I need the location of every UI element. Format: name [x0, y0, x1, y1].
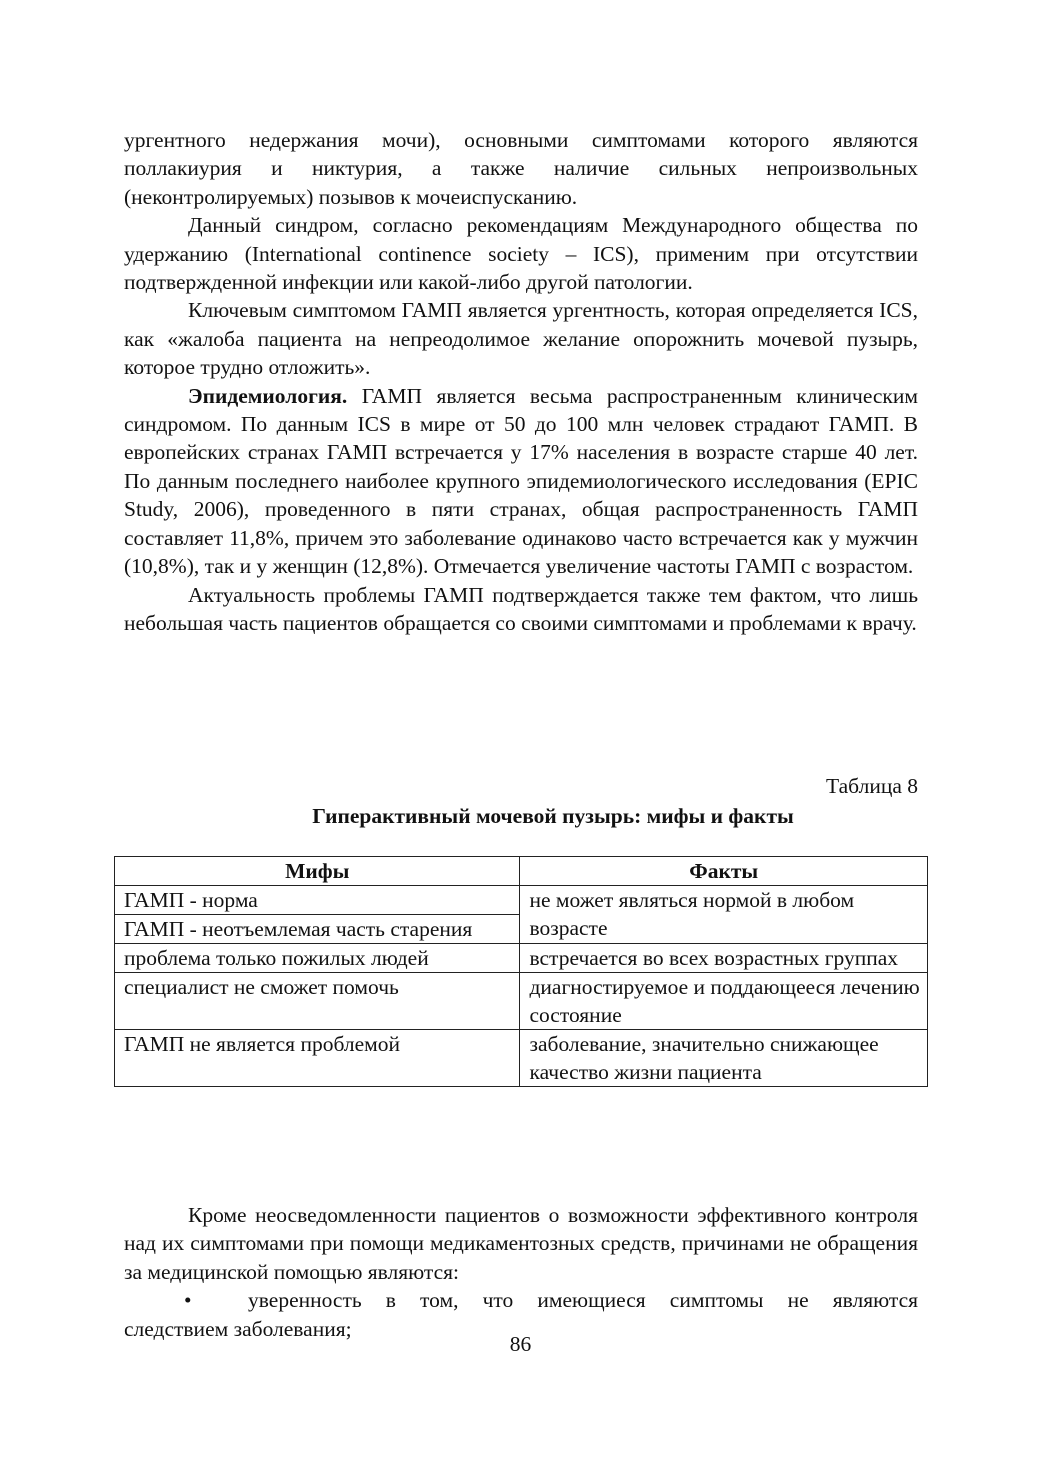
table-row: [115, 1030, 928, 1087]
table-row: [115, 944, 928, 973]
table-header-row: [115, 857, 928, 886]
table-label: Таблица 8: [826, 774, 918, 798]
fact-cell: не может являться нормой в любом возрасте: [520, 886, 928, 944]
myth-cell: специалист не сможет помочь: [115, 973, 520, 1030]
table-row: [115, 886, 928, 915]
fact-cell: диагностируемое и поддающееся лечению состояние: [520, 973, 928, 1030]
myth-cell: ГАМП - норма: [115, 886, 520, 915]
epidemiology-heading: Эпидемиология.: [188, 383, 348, 408]
bullet-continuation: следствием заболевания;: [124, 1316, 352, 1341]
after-table-text: [124, 1201, 918, 1343]
table-title: Гиперактивный мочевой пузырь: мифы и факты: [312, 804, 794, 828]
paragraph-continuation: ургентного недержания мочи), основными симптомами которого являются поллакиурия и никтурия, а также наличие сильных непроизвольных (неконтролируемых) позывов к мочеиспусканию.: [124, 128, 918, 209]
header-myths: Мифы: [115, 857, 520, 886]
paragraph-reasons: Кроме неосведомленности пациентов о возможности эффективного контроля над их симптомами при помощи медикаментозных средств, причинами не обращения за медицинской помощью являются:: [124, 1203, 918, 1284]
paragraph-relevance: Актуальность проблемы ГАМП подтверждается также тем фактом, что лишь небольшая часть пациентов обращается со своими симптомами и проблемами к врачу.: [124, 582, 918, 635]
myths-facts-table: [114, 856, 928, 1087]
bullet-text: уверенность в том, что имеющиеся симптомы не являются: [248, 1288, 918, 1313]
fact-cell: встречается во всех возрастных группах: [520, 944, 928, 973]
myth-cell: ГАМП не является проблемой: [115, 1030, 520, 1087]
bullet-item: [124, 1286, 918, 1314]
page-number: 86: [509, 1332, 532, 1356]
myth-cell: ГАМП - неотъемлемая часть старения: [115, 915, 520, 944]
bullet-icon: •: [184, 1288, 192, 1313]
table-row: [115, 973, 928, 1030]
paragraph-key-symptom: Ключевым симптомом ГАМП является ургентность, которая определяется ICS, как «жалоба пациента на непреодолимое желание опорожнить мочевой пузырь, которое трудно отложить».: [124, 298, 918, 380]
fact-cell: заболевание, значительно снижающее качество жизни пациента: [520, 1030, 928, 1087]
myth-cell: проблема только пожилых людей: [115, 944, 520, 973]
epidemiology-text: ГАМП является весьма распространенным клиническим синдромом. По данным ICS в мире от 50 до 100 млн человек страдают ГАМП. В европейских странах ГАМП встречается у 17% населения в возрасте старше 40 лет. По данным последнего наиболее крупного эпидемиологического исследования (EPIC Study, 2006), проведенного в пяти странах, общая распространенность ГАМП составляет 11,8%, причем это заболевание одинаково часто встречается как у мужчин (10,8%), так и у женщин (12,8%). Отмечается увеличение частоты ГАМП с возрастом.: [124, 383, 918, 579]
header-facts: Факты: [520, 857, 928, 886]
body-text: [124, 126, 918, 637]
paragraph-epidemiology: [124, 382, 918, 581]
paragraph-ics-definition: Данный синдром, согласно рекомендациям Международного общества по удержанию (International continence society – ICS), применим при отсутствии подтвержденной инфекции или какой-либо другой патологии.: [124, 213, 918, 295]
